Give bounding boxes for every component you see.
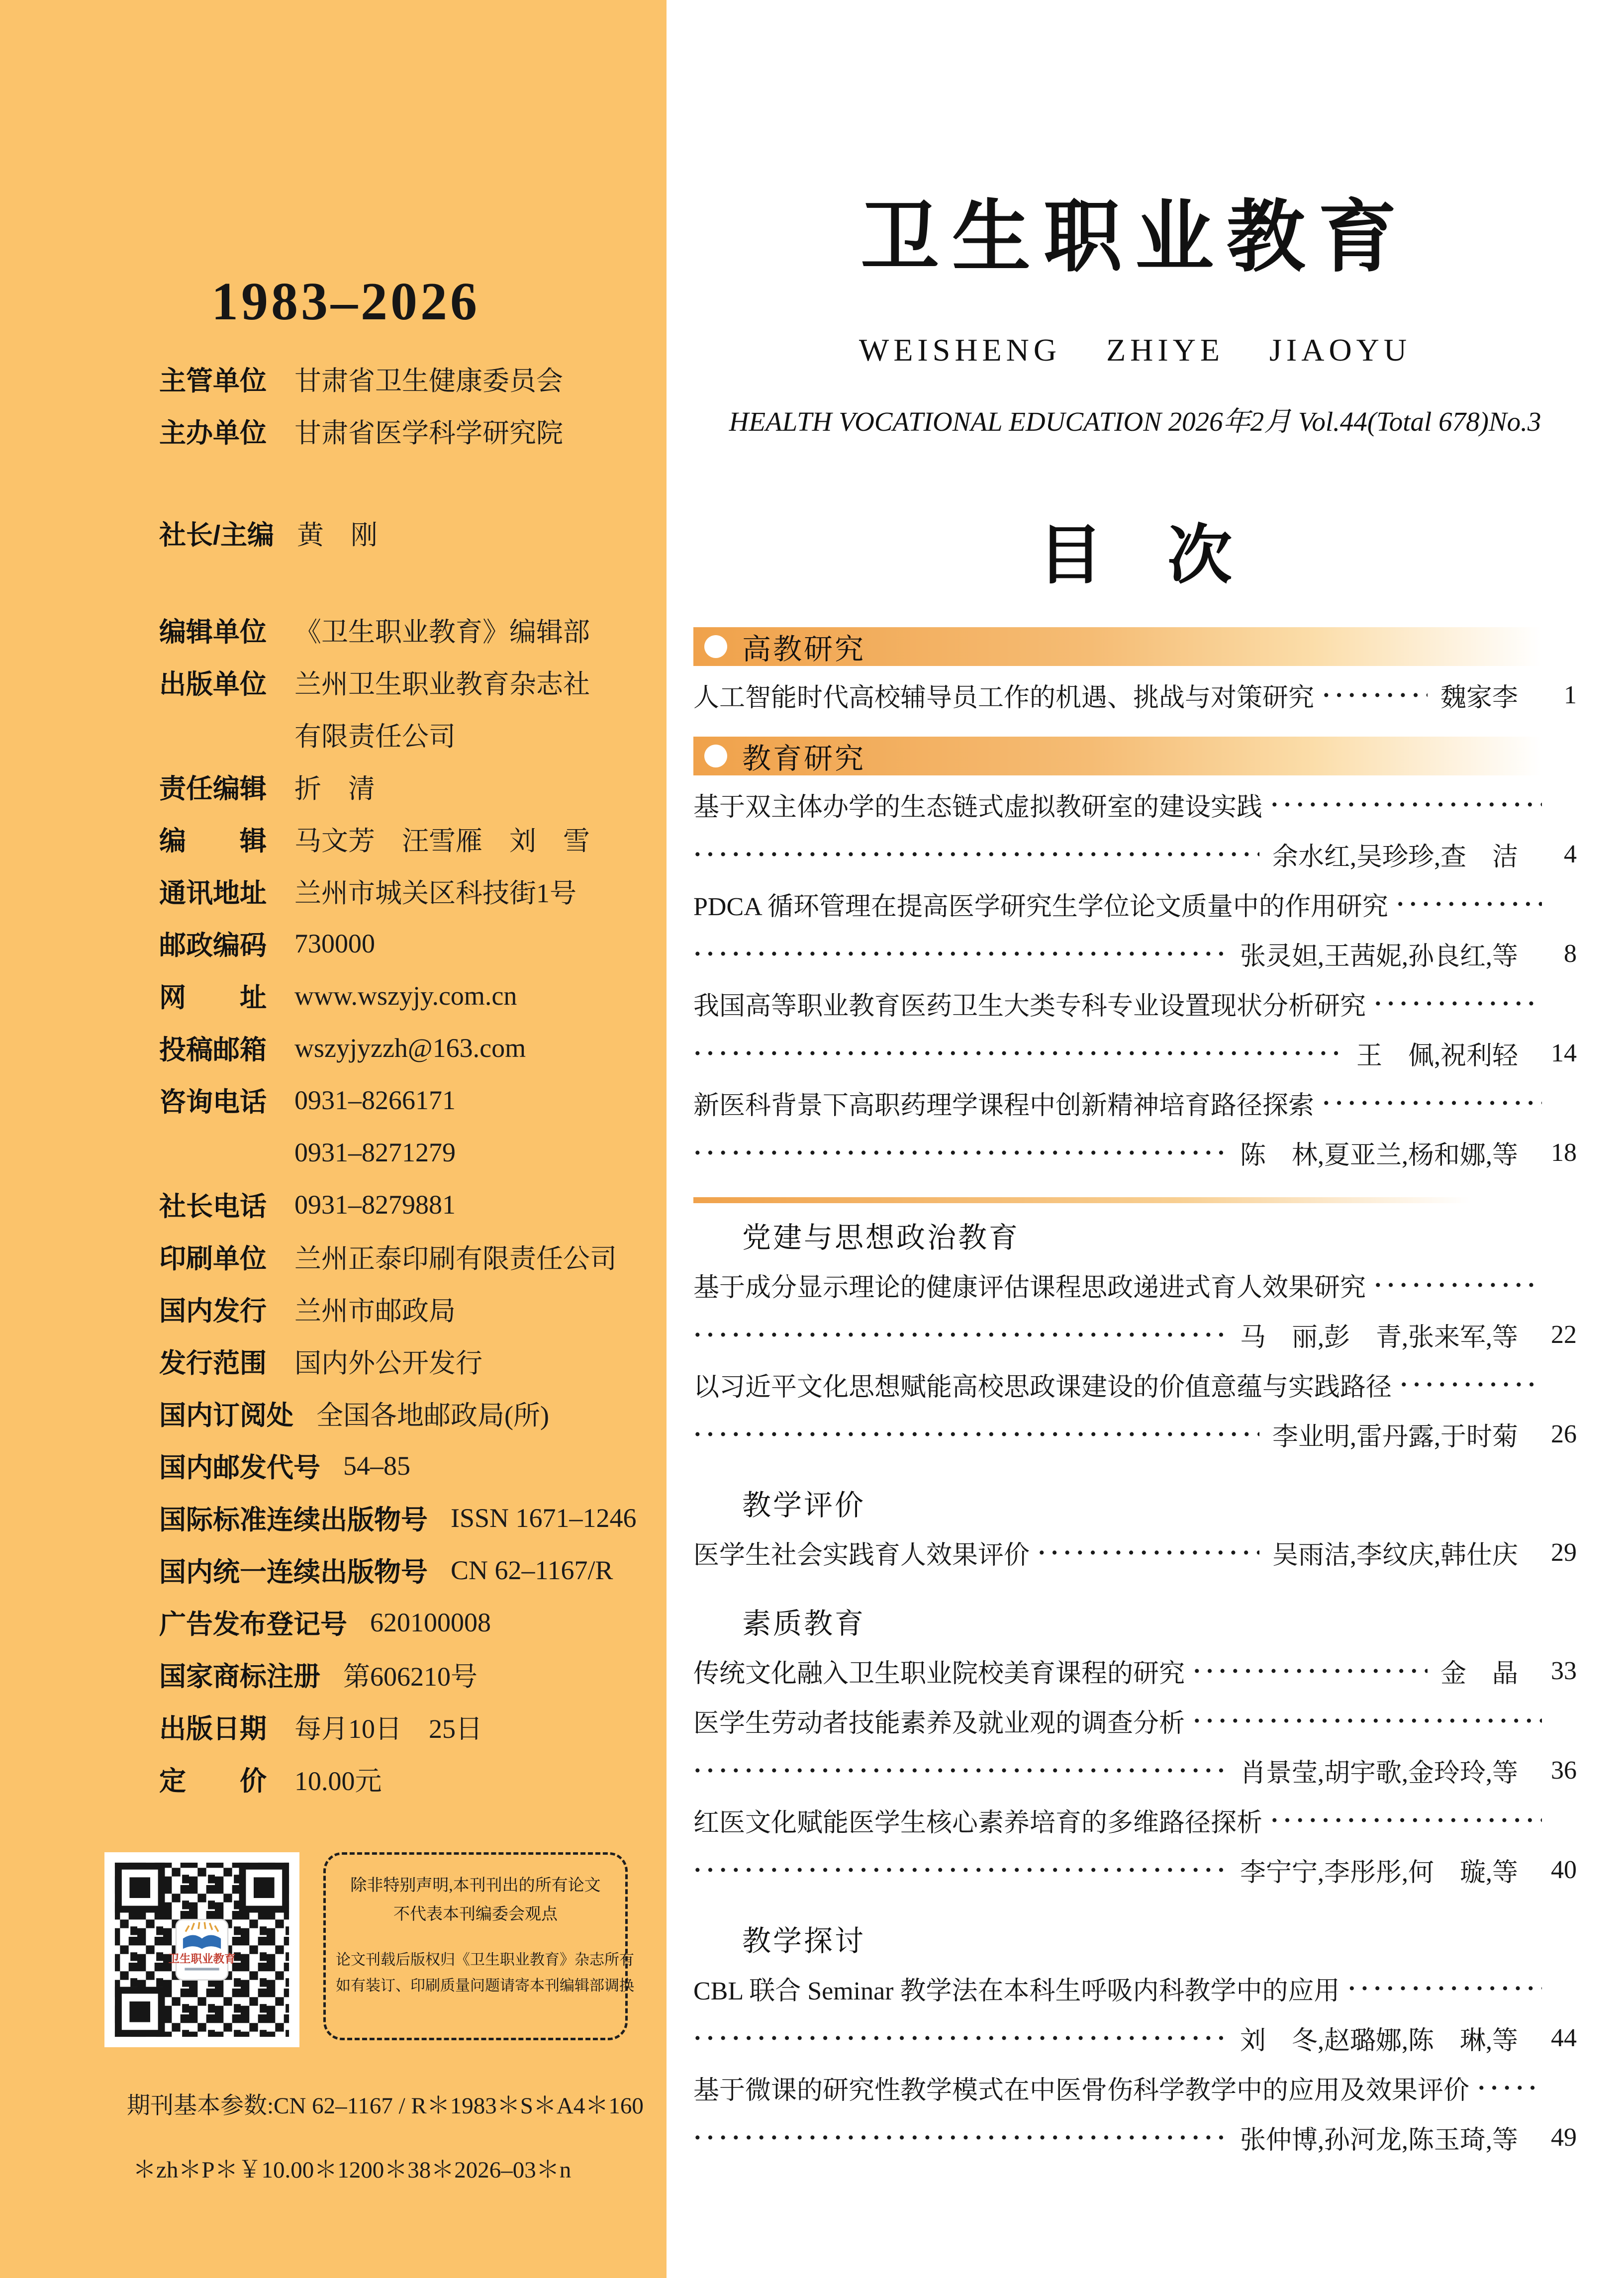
field-row	[159, 1701, 667, 1753]
issn-number: ISSN 1671–1246	[451, 1503, 637, 1533]
field-row	[159, 1492, 667, 1544]
article-title: 新医科背景下高职药理学课程中创新精神培育路径探索	[693, 1091, 1315, 1120]
dot-leader	[1038, 1536, 1259, 1568]
field-value: 兰州卫生职业教育杂志社	[294, 669, 590, 699]
page-number: 36	[1551, 1756, 1577, 1785]
qr-code	[104, 1852, 299, 2047]
section-entries	[693, 1527, 1577, 1577]
submission-email: wszyjyzzh@163.com	[294, 1033, 526, 1063]
field-label: 出版单位	[159, 669, 267, 699]
section-header-dangjian	[693, 1197, 1577, 1256]
dot-leader	[1193, 1655, 1428, 1687]
toc-entry-title-line	[693, 779, 1577, 829]
article-title: 我国高等职业教育医药卫生大类专科专业设置现状分析研究	[693, 992, 1366, 1021]
article-title: 人工智能时代高校辅导员工作的机遇、挑战与对策研究	[693, 683, 1315, 712]
toc-entry-title-line	[693, 2063, 1577, 2112]
page-number: 26	[1551, 1420, 1577, 1448]
section-label: 教学评价	[742, 1489, 866, 1521]
section-entries	[693, 1260, 1577, 1459]
dot-leader	[1270, 1804, 1542, 1836]
field-row	[159, 1439, 667, 1492]
toc-entry-title-line	[693, 978, 1577, 1028]
phone-number: 0931–8266171	[294, 1085, 456, 1115]
dot-leader	[1348, 1972, 1542, 2004]
toc-entry-author-line	[693, 829, 1577, 879]
article-title: 红医文化赋能医学生核心素养培育的多维路径探析	[693, 1808, 1263, 1837]
issue-info-line: HEALTH VOCATIONAL EDUCATION 2026年2月 Vol.44(Total 678)No.3	[729, 406, 1541, 437]
field-row	[159, 1283, 667, 1335]
notice-line: 论文刊载后版权归《卫生职业教育》杂志所有	[336, 1951, 634, 1968]
field-value: 甘肃省卫生健康委员会	[294, 366, 563, 396]
field-value: 折 清	[294, 774, 375, 804]
article-authors: 王 佩,祝利轻	[1356, 1042, 1518, 1070]
toc-entry-title-line	[693, 1795, 1577, 1845]
field-value: 全国各地邮政局(所)	[316, 1401, 549, 1430]
field-value: 黄 刚	[297, 520, 378, 550]
section-entries	[693, 1963, 1577, 2162]
field-label: 国内发行	[159, 1296, 267, 1326]
field-row	[159, 507, 667, 559]
section-label: 高教研究	[742, 633, 866, 665]
dot-leader	[1322, 679, 1428, 711]
article-authors: 张灵妲,王茜妮,孙良红,等	[1240, 942, 1518, 971]
field-value: 有限责任公司	[294, 722, 456, 752]
dot-leader	[693, 2121, 1227, 2153]
field-label: 国内邮发代号	[159, 1453, 320, 1483]
contents-main-column	[693, 0, 1577, 2162]
field-label: 国际标准连续出版物号	[159, 1505, 428, 1535]
dot-leader	[693, 938, 1227, 969]
field-label: 投稿邮箱	[159, 1035, 267, 1065]
section-label: 教学探讨	[742, 1925, 866, 1957]
website-url: www.wszyjy.com.cn	[294, 980, 517, 1011]
field-value: 国内外公开发行	[294, 1348, 482, 1378]
field-row	[159, 1231, 667, 1283]
page-number: 49	[1551, 2123, 1577, 2152]
article-title: PDCA 循环管理在提高医学研究生学位论文质量中的作用研究	[693, 892, 1388, 921]
dot-leader	[1477, 2072, 1542, 2103]
article-authors: 陈 林,夏亚兰,杨和娜,等	[1240, 1141, 1518, 1170]
page-number: 33	[1551, 1656, 1577, 1685]
article-authors: 金 晶	[1440, 1659, 1518, 1688]
field-value: 兰州市城关区科技街1号	[294, 878, 576, 908]
publisher-info-list	[159, 353, 667, 1805]
notice-line: 除非特别声明,本刊刊出的所有论文	[350, 1877, 601, 1895]
toc-entry	[693, 2063, 1577, 2162]
section-entries	[693, 670, 1577, 720]
toc-entry	[693, 1260, 1577, 1359]
editorial-notice-box	[323, 1852, 634, 2040]
toc-entry-author-line	[693, 929, 1577, 978]
field-row	[159, 1753, 667, 1805]
notice-line: 如有装订、印刷质量问题请寄本刊编辑部调换	[336, 1978, 634, 1994]
journal-basic-parameters	[127, 2087, 667, 2184]
field-row	[159, 1335, 667, 1387]
dot-leader	[1193, 1705, 1542, 1736]
field-value: 第606210号	[343, 1662, 478, 1692]
field-label: 印刷单位	[159, 1244, 267, 1274]
article-authors: 张仲博,孙河龙,陈玉琦,等	[1240, 2126, 1518, 2155]
toc-entry	[693, 1527, 1577, 1577]
toc-entry	[693, 779, 1577, 879]
toc-entry-title-line	[693, 1359, 1577, 1409]
field-row	[159, 813, 667, 865]
toc-entry-title-line	[693, 879, 1577, 929]
field-label: 国内订阅处	[159, 1401, 293, 1430]
article-authors: 刘 冬,赵璐娜,陈 琳,等	[1240, 2026, 1518, 2055]
toc-entry-author-line	[693, 1310, 1577, 1359]
page-number: 1	[1564, 680, 1577, 709]
field-row	[159, 1022, 667, 1074]
dot-leader	[693, 838, 1259, 870]
field-label: 社长电话	[159, 1192, 267, 1222]
field-label: 邮政编码	[159, 931, 267, 960]
article-authors: 肖景莹,胡宇歌,金玲玲,等	[1240, 1759, 1518, 1788]
params-line: ＊zh＊P＊￥10.00＊1200＊38＊2026–03＊n	[133, 2157, 572, 2183]
section-banner-gaojiao	[693, 627, 1577, 666]
section-header-jiaoxuepingjia	[693, 1482, 1577, 1523]
section-entries	[693, 779, 1577, 1177]
article-authors: 余水红,吴珍珍,查 洁	[1272, 843, 1518, 871]
section-label: 党建与思想政治教育	[742, 1222, 1020, 1254]
section-label: 素质教育	[742, 1608, 866, 1640]
dot-leader	[1396, 888, 1542, 920]
dot-leader	[693, 1137, 1227, 1168]
field-row	[159, 656, 667, 708]
field-row	[159, 1126, 667, 1178]
toc-entry	[693, 670, 1577, 720]
section-header-suzhijiaoyu	[693, 1600, 1577, 1642]
section-label: 教育研究	[742, 743, 866, 775]
qr-finder-bottom-left	[115, 1987, 165, 2037]
field-label: 网 址	[159, 983, 267, 1013]
article-title: 医学生社会实践育人效果评价	[693, 1541, 1030, 1570]
toc-entry	[693, 978, 1577, 1078]
field-row	[159, 1544, 667, 1596]
field-label: 通讯地址	[159, 878, 267, 908]
article-title: 医学生劳动者技能素养及就业观的调查分析	[693, 1709, 1185, 1738]
dot-leader	[1322, 1087, 1542, 1119]
article-title: CBL 联合 Seminar 教学法在本科生呼吸内科教学中的应用	[693, 1977, 1340, 2005]
field-label: 主办单位	[159, 418, 267, 448]
article-authors: 李宁宁,李彤彤,何 璇,等	[1240, 1858, 1518, 1887]
section-accent-line	[693, 1197, 1577, 1203]
table-of-contents	[693, 627, 1577, 2162]
field-row	[159, 708, 667, 760]
article-authors: 吴雨洁,李纹庆,韩仕庆	[1272, 1541, 1518, 1570]
page-number: 4	[1564, 840, 1577, 868]
journal-title-chinese: 卫生职业教育	[860, 194, 1410, 282]
dot-leader	[693, 1319, 1227, 1350]
dot-leader	[693, 2022, 1227, 2054]
article-authors: 魏家李	[1440, 683, 1518, 712]
qr-and-notice-zone	[104, 1852, 667, 2047]
toc-title: 目 次	[1038, 520, 1232, 592]
toc-entry	[693, 1795, 1577, 1895]
toc-entry-author-line	[693, 1128, 1577, 1177]
dot-leader	[693, 1854, 1227, 1886]
field-value: 兰州市邮政局	[294, 1296, 456, 1326]
toc-entry	[693, 1646, 1577, 1696]
field-label: 出版日期	[159, 1714, 267, 1744]
field-row	[159, 865, 667, 917]
qr-finder-top-right	[239, 1863, 289, 1913]
phone-number: 0931–8279881	[294, 1189, 456, 1220]
toc-entry	[693, 879, 1577, 978]
field-row	[159, 405, 667, 457]
field-row	[159, 1074, 667, 1126]
field-row	[159, 353, 667, 405]
field-label: 国家商标注册	[159, 1662, 320, 1692]
section-banner-jiaoyu	[693, 737, 1577, 775]
article-title: 基于成分显示理论的健康评估课程思政递进式育人效果研究	[693, 1273, 1366, 1302]
qr-center-logo	[168, 1919, 235, 1980]
toc-entry	[693, 1078, 1577, 1177]
field-row	[159, 917, 667, 969]
toc-entry-title-line	[693, 1078, 1577, 1128]
field-row	[159, 1648, 667, 1701]
page-number: 8	[1564, 939, 1577, 968]
toc-entry-author-line	[693, 1409, 1577, 1459]
article-title: 基于双主体办学的生态链式虚拟教研室的建设实践	[693, 793, 1263, 822]
toc-entry-author-line	[693, 2013, 1577, 2063]
field-value: 甘肃省医学科学研究院	[294, 418, 563, 448]
field-label: 社长/主编	[159, 520, 275, 550]
article-authors: 马 丽,彭 青,张来军,等	[1240, 1323, 1518, 1352]
field-value: 730000	[294, 928, 375, 958]
svg-text:卫生职业教育: 卫生职业教育	[168, 1953, 236, 1965]
article-title: 传统文化融入卫生职业院校美育课程的研究	[693, 1659, 1185, 1688]
field-value: 兰州正泰印刷有限责任公司	[294, 1244, 617, 1274]
page-number: 29	[1551, 1538, 1577, 1567]
field-value: 620100008	[370, 1607, 491, 1637]
toc-entry-author-line	[693, 1745, 1577, 1795]
field-row	[159, 604, 667, 656]
article-authors: 李业明,雷丹露,于时菊	[1272, 1423, 1518, 1451]
dot-leader	[693, 1037, 1343, 1069]
page-number: 14	[1551, 1039, 1577, 1067]
article-title: 基于微课的研究性教学模式在中医骨伤科学教学中的应用及效果评价	[693, 2076, 1470, 2105]
bullet-circle-icon	[704, 745, 727, 767]
toc-entry-author-line	[693, 2112, 1577, 2162]
publisher-info-sidebar	[0, 0, 667, 2278]
journal-title-pinyin: WEISHENG ZHIYE JIAOYU	[859, 332, 1412, 368]
field-label: 编 辑	[159, 826, 267, 856]
field-value: 《卫生职业教育》编辑部	[294, 617, 590, 647]
field-row	[159, 1596, 667, 1648]
toc-entry-author-line	[693, 1845, 1577, 1895]
field-label: 国内统一连续出版物号	[159, 1557, 428, 1587]
field-label: 责任编辑	[159, 774, 267, 804]
field-label: 咨询电话	[159, 1087, 267, 1117]
toc-entry	[693, 1359, 1577, 1459]
phone-number: 0931–8271279	[294, 1137, 456, 1167]
article-title: 以习近平文化思想赋能高校思政课建设的价值意蕴与实践路径	[693, 1373, 1392, 1402]
toc-entry-author-line	[693, 1028, 1577, 1078]
field-label: 广告发布登记号	[159, 1610, 347, 1639]
field-row	[159, 760, 667, 813]
field-row	[159, 1387, 667, 1439]
page-number: 18	[1551, 1138, 1577, 1167]
qr-code-graphic	[111, 1859, 292, 2040]
section-header-jiaoxuetantao	[693, 1917, 1577, 1959]
dot-leader	[693, 1418, 1259, 1450]
field-value: 马文芳 汪雪雁 刘 雪	[294, 826, 590, 856]
field-value: 54–85	[343, 1450, 410, 1481]
field-label: 发行范围	[159, 1348, 267, 1378]
toc-entry-title-line	[693, 1963, 1577, 2013]
field-label: 编辑单位	[159, 617, 267, 647]
bullet-circle-icon	[704, 635, 727, 658]
params-line: 期刊基本参数:CN 62–1167 / R＊1983＊S＊A4＊160	[127, 2093, 644, 2119]
price-value: 10.00元	[294, 1766, 382, 1796]
field-label: 主管单位	[159, 366, 267, 396]
toc-entry	[693, 1963, 1577, 2063]
toc-entry-title-line	[693, 1696, 1577, 1745]
field-row	[159, 1178, 667, 1231]
page-number: 44	[1551, 2023, 1577, 2052]
notice-line: 不代表本刊编委会观点	[393, 1905, 558, 1923]
section-entries	[693, 1646, 1577, 1895]
dot-leader	[1374, 987, 1542, 1019]
field-row	[159, 969, 667, 1022]
cn-number: CN 62–1167/R	[451, 1555, 613, 1585]
toc-entry	[693, 1696, 1577, 1795]
field-value: 每月10日 25日	[294, 1714, 482, 1744]
dot-leader	[1270, 788, 1542, 820]
notice-gap	[336, 1929, 615, 1947]
field-label: 定 价	[159, 1766, 267, 1796]
page-number: 40	[1551, 1855, 1577, 1884]
toc-entry-title-line	[693, 1260, 1577, 1310]
dot-leader	[1374, 1269, 1542, 1301]
qr-finder-top-left	[115, 1863, 165, 1913]
dot-leader	[1400, 1368, 1542, 1400]
dot-leader	[693, 1754, 1227, 1786]
journal-years-range: 1983–2026	[211, 272, 480, 331]
page-number: 22	[1551, 1320, 1577, 1349]
